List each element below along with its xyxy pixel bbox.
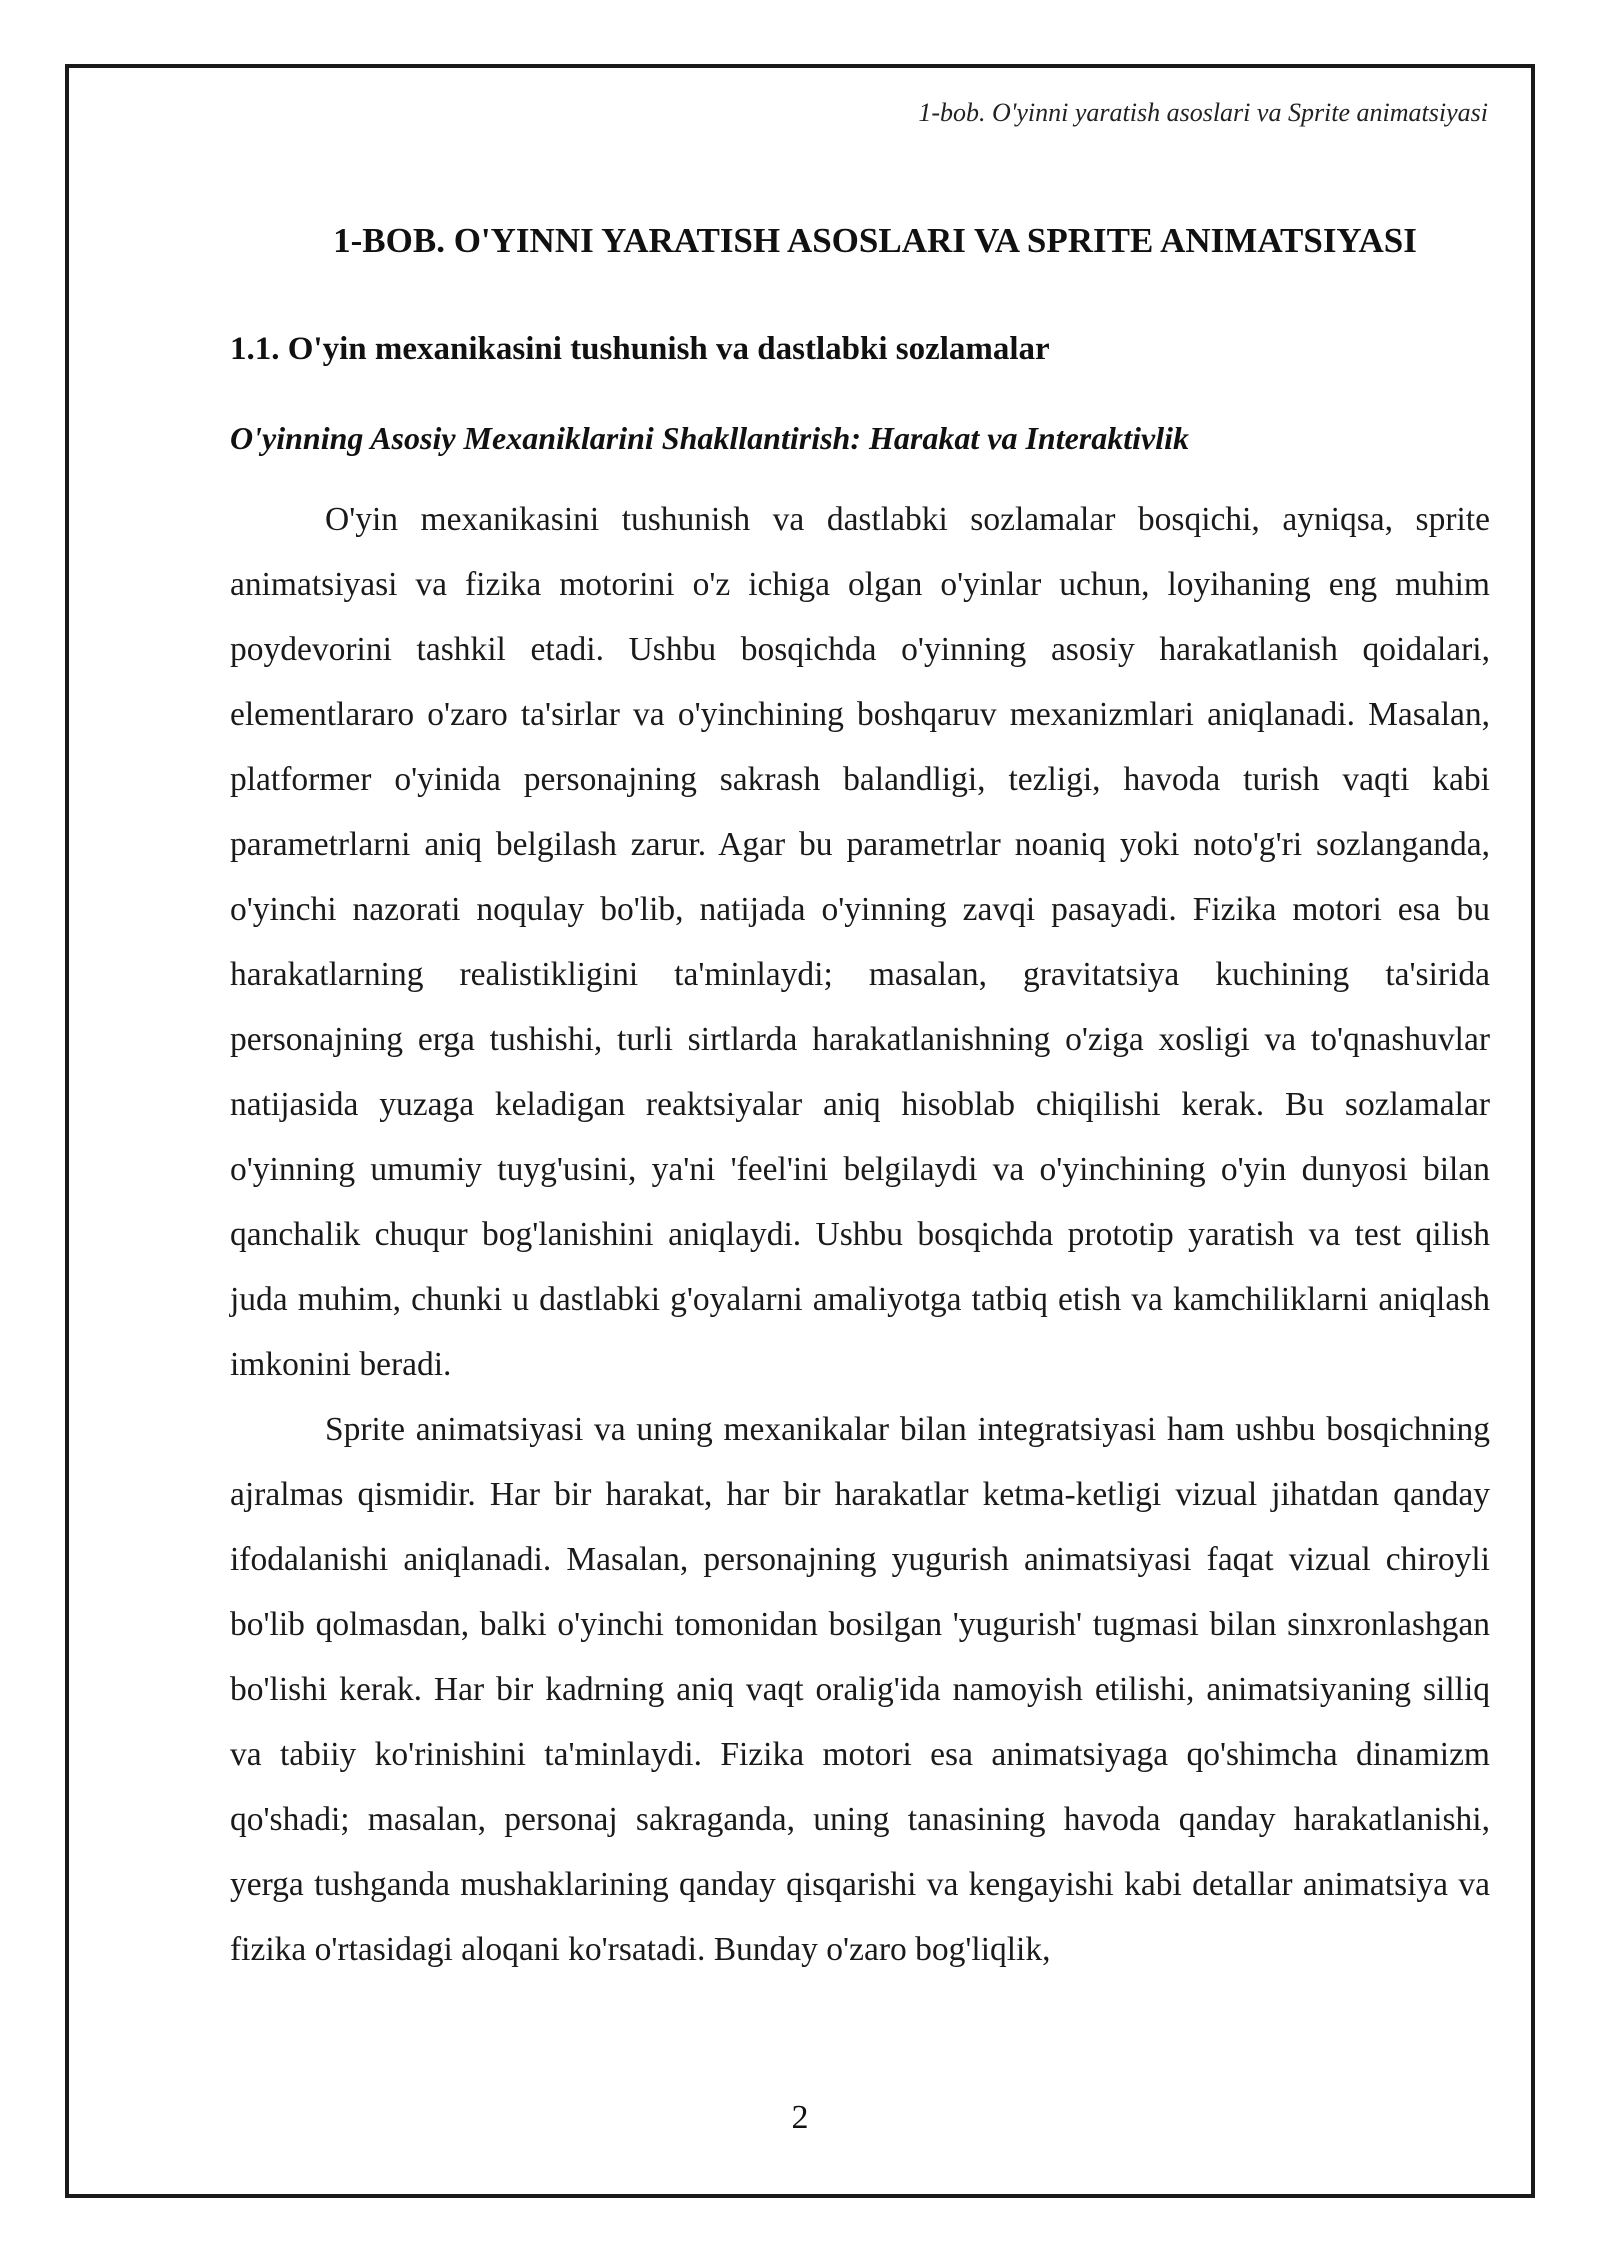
paragraph-2: Sprite animatsiyasi va uning mexanikalar bilan integratsiyasi ham ushbu bosqichning ajralmas qismidir. Har bir harakat, har bir harakatlar ketma-ketligi vizual jihatdan qanday ifodalanishi aniqlanadi. Masalan, personajning yugurish animatsiyasi faqat vizual chiroyli bo'lib qolmasdan, balki o'yinchi tomonidan bosilgan 'yugurish' tugmasi bilan sinxronlashgan bo'lishi kerak. Har bir kadrning aniq vaqt oralig'ida namoyish etilishi, animatsiyaning silliq va tabiiy ko'rinishini ta'minlaydi. Fizika motori esa animatsiyaga qo'shimcha dinamizm qo'shadi; masalan, personaj sakraganda, uning tanasining havoda qanday harakatlanishi, yerga tushganda mushaklarining qanday qisqarishi va kengayishi kabi detallar animatsiya va fizika o'rtasidagi aloqani ko'rsatadi. Bunday o'zaro bog'liqlik, <box>230 1411 1490 1968</box>
section-title: 1.1. O'yin mexanikasini tushunish va dastlabki sozlamalar <box>230 331 1050 367</box>
chapter-title: 1-BOB. O'YINNI YARATISH ASOSLARI VA SPRITE ANIMATSIYASI <box>333 221 1417 260</box>
page-number: 2 <box>791 2099 809 2136</box>
paragraph-1: O'yin mexanikasini tushunish va dastlabki sozlamalar bosqichi, ayniqsa, sprite animatsiyasi va fizika motorini o'z ichiga olgan o'yinlar uchun, loyihaning eng muhim poydevorini tashkil etadi. Ushbu bosqichda o'yinning asosiy harakatlanish qoidalari, elementlararo o'zaro ta'sirlar va o'yinchining boshqaruv mexanizmlari aniqlanadi. Masalan, platformer o'yinida personajning sakrash balandligi, tezligi, havoda turish vaqti kabi parametrlarni aniq belgilash zarur. Agar bu parametrlar noaniq yoki noto'g'ri sozlanganda, o'yinchi nazorati noqulay bo'lib, natijada o'yinning zavqi pasayadi. Fizika motori esa bu harakatlarning realistikligini ta'minlaydi; masalan, gravitatsiya kuchining ta'sirida personajning erga tushishi, turli sirtlarda harakatlanishning o'ziga xosligi va to'qnashuvlar natijasida yuzaga keladigan reaktsiyalar aniq hisoblab chiqilishi kerak. Bu sozlamalar o'yinning umumiy tuyg'usini, ya'ni 'feel'ini belgilaydi va o'yinchining o'yin dunyosi bilan qanchalik chuqur bog'lanishini aniqlaydi. Ushbu bosqichda prototip yaratish va test qilish juda muhim, chunki u dastlabki g'oyalarni amaliyotga tatbiq etish va kamchiliklarni aniqlash imkonini beradi. <box>230 501 1490 1383</box>
body-text <box>230 487 1490 1982</box>
subsection-title: O'yinning Asosiy Mexaniklarini Shakllantirish: Harakat va Interaktivlik <box>230 420 1189 456</box>
running-header: 1-bob. O'yinni yaratish asoslari va Sprite animatsiyasi <box>918 98 1488 127</box>
